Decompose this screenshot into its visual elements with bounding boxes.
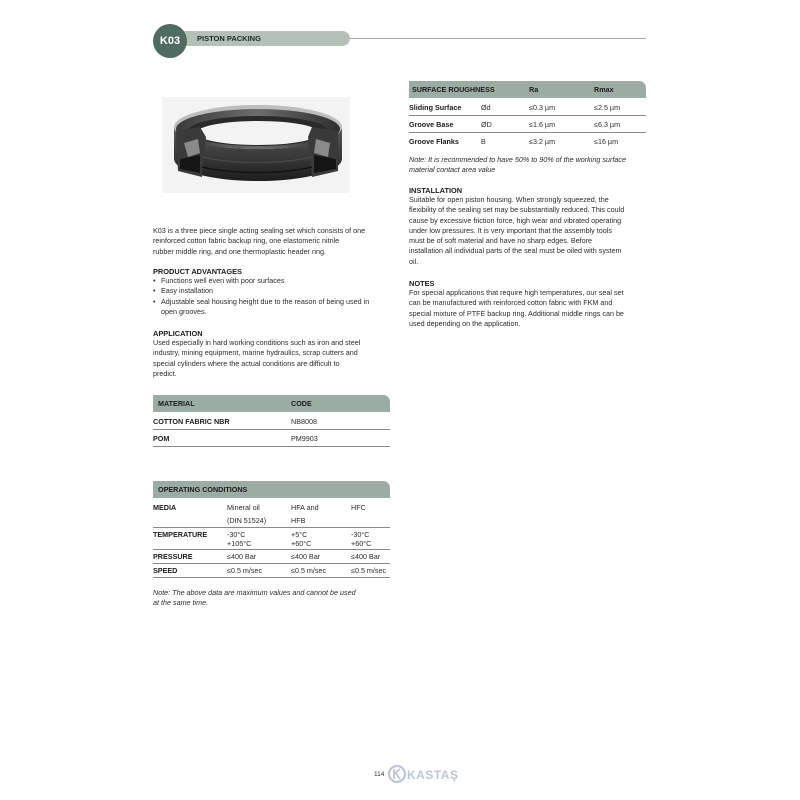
product-advantages <box>153 267 393 317</box>
note-line: material contact area value <box>409 165 496 175</box>
table-cell: ≤0.5 m/sec <box>291 566 327 575</box>
table-row <box>153 549 390 564</box>
table-cell: ≤0.5 m/sec <box>351 566 387 575</box>
notes-line: used depending on the application. <box>409 318 521 328</box>
table-cell: B <box>481 137 486 146</box>
table-header <box>153 395 390 412</box>
table-row <box>153 498 390 528</box>
page-number: 114 <box>374 771 385 778</box>
row-label: PRESSURE <box>153 552 193 561</box>
table-cell: HFB <box>291 516 306 525</box>
table-row <box>153 527 390 550</box>
operating-conditions-table <box>153 481 390 581</box>
application-line: Used especially in hard working conditions such as iron and steel <box>153 338 361 347</box>
column-header: SURFACE ROUGHNESS <box>412 85 495 94</box>
table-cell: ≤400 Bar <box>291 552 321 561</box>
installation-line: cause by excessive friction force, high wear and vibrated operating <box>409 215 622 225</box>
application-line: predict. <box>153 368 177 378</box>
notes-heading: NOTES <box>409 279 435 288</box>
installation-line: Suitable for open piston housing. When strongly squeezed, the <box>409 195 609 204</box>
installation-section <box>409 186 657 267</box>
list-item: • Easy installation <box>153 286 393 296</box>
notes-line: can be manufactured with reinforced cotton fabric with FKM and <box>409 298 613 308</box>
kastas-logo <box>388 764 468 784</box>
installation-line: flexibility of the sealing set may be substantially reduced. This could <box>409 205 625 215</box>
table-header <box>409 81 646 98</box>
table-cell: ≤0.5 m/sec <box>227 566 263 575</box>
table-row <box>153 412 390 430</box>
row-label: SPEED <box>153 566 178 575</box>
column-header: CODE <box>291 399 312 408</box>
table-cell: NB8008 <box>291 417 317 426</box>
table-cell: ≤0.3 µm <box>529 103 556 112</box>
column-header: Rmax <box>594 85 614 94</box>
table-cell: Sliding Surface <box>409 103 462 112</box>
application-heading: APPLICATION <box>153 329 203 338</box>
table-cell: (DIN 51524) <box>227 516 267 525</box>
table-title: OPERATING CONDITIONS <box>158 485 248 494</box>
intro-line: rubber middle ring, and one thermoplastic header ring. <box>153 246 326 256</box>
notes-line: For special applications that require high temperatures, our seal set <box>409 288 624 297</box>
installation-heading: INSTALLATION <box>409 186 463 195</box>
surface-note <box>409 155 654 176</box>
table-cell: ≤6.3 µm <box>594 120 621 129</box>
installation-line: oil. <box>409 256 419 266</box>
column-header: Ra <box>529 85 539 94</box>
header-divider <box>350 38 646 39</box>
page-title: PISTON PACKING <box>197 34 261 43</box>
table-row <box>409 98 646 116</box>
installation-line: must be of soft material and have no sharp edges. Before <box>409 236 592 246</box>
table-cell: ≤2.5 µm <box>594 103 621 112</box>
list-item: • Adjustable seal housing height due to the reason of being used in open grooves. <box>153 297 381 318</box>
product-image <box>162 97 350 193</box>
table-cell: Mineral oil <box>227 503 260 512</box>
table-row <box>153 429 390 447</box>
table-row <box>409 115 646 133</box>
row-label: TEMPERATURE <box>153 530 208 539</box>
surface-roughness-table <box>409 81 646 149</box>
brand-name: KASTAŞ <box>407 768 459 782</box>
material-table <box>153 395 390 450</box>
table-cell: COTTON FABRIC NBR <box>153 417 230 426</box>
table-cell: +60°C <box>351 539 372 548</box>
table-cell: -30°C <box>227 530 246 539</box>
row-label: MEDIA <box>153 503 177 512</box>
table-cell: HFA and <box>291 503 319 512</box>
table-header <box>153 481 390 498</box>
table-cell: PM9903 <box>291 434 318 443</box>
notes-section <box>409 279 657 329</box>
table-cell: ≤3.2 µm <box>529 137 556 146</box>
installation-line: under low pressures. It is very important that the assembly tools <box>409 225 612 235</box>
table-cell: ≤16 µm <box>594 137 619 146</box>
application-section <box>153 329 403 379</box>
product-code-badge: K03 <box>153 24 187 58</box>
application-text <box>153 338 403 379</box>
installation-text <box>409 195 657 267</box>
installation-line: installation all individual parts of the seal must be oiled with system <box>409 246 622 256</box>
brand-logo <box>388 764 468 784</box>
table-cell: Groove Base <box>409 120 454 129</box>
table-cell: -30°C <box>351 530 370 539</box>
application-line: special cylinders where the actual conditions are difficult to <box>153 358 340 368</box>
table-cell: +105°C <box>227 539 252 548</box>
table-cell: ≤400 Bar <box>227 552 257 561</box>
table-cell: Groove Flanks <box>409 137 459 146</box>
table-row <box>409 132 646 149</box>
advantages-heading: PRODUCT ADVANTAGES <box>153 267 242 276</box>
operating-note <box>153 588 393 609</box>
table-cell: Ød <box>481 103 491 112</box>
list-item: • Functions well even with poor surfaces <box>153 276 393 286</box>
table-row <box>153 563 390 578</box>
application-line: industry, mining equipment, marine hydraulics, scrap cutters and <box>153 348 358 358</box>
intro-line: reinforced cotton fabric backup ring, one elastomeric nitrile <box>153 236 340 246</box>
table-cell: ØD <box>481 120 492 129</box>
notes-line: special mixture of PTFE backup ring. Additional middle rings can be <box>409 308 624 318</box>
intro-text <box>153 226 403 257</box>
note-line: Note: The above data are maximum values and cannot be used <box>153 588 356 597</box>
table-cell: +5°C <box>291 530 308 539</box>
note-line: Note: It is recommended to have 50% to 90% of the working surface <box>409 155 626 164</box>
piston-seal-illustration <box>162 97 350 193</box>
advantages-list <box>153 276 393 317</box>
table-cell: POM <box>153 434 170 443</box>
note-line: at the same time. <box>153 598 209 608</box>
column-header: MATERIAL <box>158 399 195 408</box>
intro-line: K03 is a three piece single acting sealing set which consists of one <box>153 226 366 235</box>
table-cell: ≤400 Bar <box>351 552 381 561</box>
table-cell: HFC <box>351 503 366 512</box>
notes-text <box>409 288 657 329</box>
table-cell: ≤1.6 µm <box>529 120 556 129</box>
table-cell: +60°C <box>291 539 312 548</box>
